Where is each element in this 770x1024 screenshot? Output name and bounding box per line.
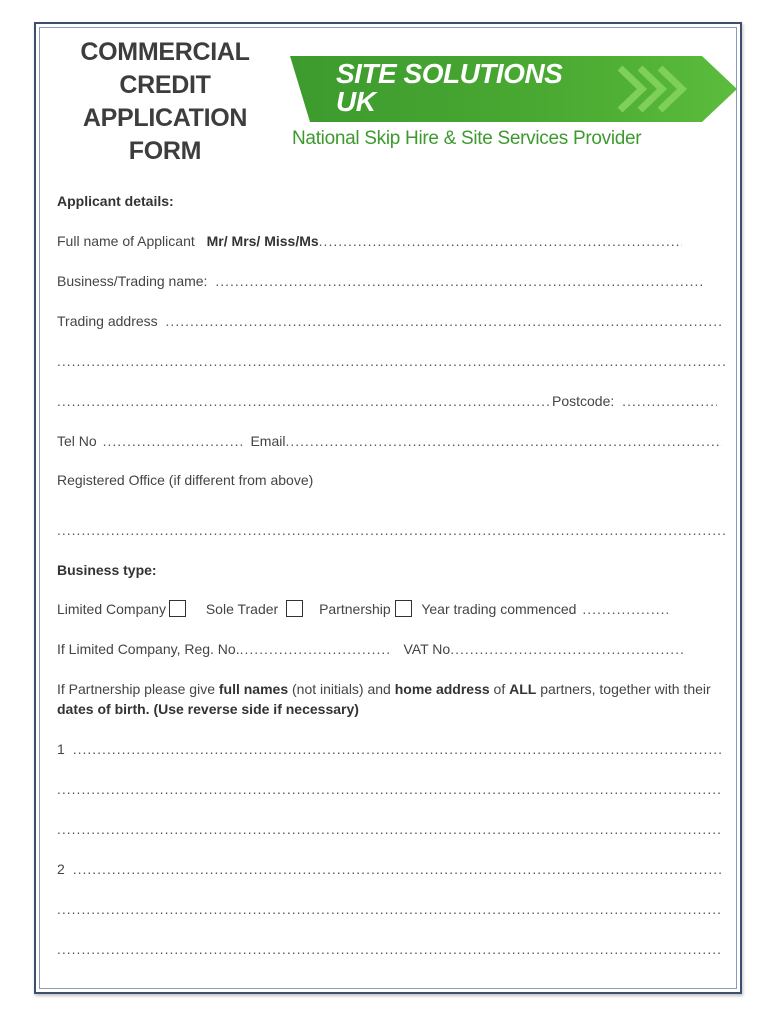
business-name-label: Business/Trading name: bbox=[57, 273, 208, 289]
address-line-2-field[interactable] bbox=[57, 352, 727, 370]
partner-number: 1 bbox=[57, 741, 65, 757]
registration-row bbox=[57, 640, 685, 658]
partner-1-field[interactable] bbox=[73, 740, 721, 758]
email-label: Email bbox=[250, 433, 286, 449]
postcode-label: Postcode: bbox=[552, 393, 615, 409]
option-partnership-label: Partnership bbox=[319, 601, 391, 617]
partner-2-line-3-field[interactable] bbox=[57, 940, 722, 958]
form-title bbox=[60, 36, 270, 168]
partner-1-line-2-field[interactable] bbox=[57, 780, 722, 798]
trading-address-field[interactable] bbox=[166, 312, 721, 330]
partnership-text: If Partnership please give bbox=[57, 681, 219, 697]
limited-company-checkbox[interactable] bbox=[169, 600, 186, 617]
full-name-label: Full name of Applicant bbox=[57, 233, 195, 249]
registered-office-label: Registered Office (if different from above) bbox=[57, 472, 314, 488]
logo-brand-line: UK bbox=[336, 86, 376, 117]
partner-2-line-2 bbox=[57, 900, 722, 918]
logo-brand-name bbox=[336, 60, 562, 116]
registered-office-field[interactable] bbox=[57, 521, 727, 539]
title-options: Mr/ Mrs/ Miss/Ms bbox=[206, 233, 319, 249]
partner-1-row bbox=[57, 740, 721, 758]
postcode-field[interactable] bbox=[622, 392, 717, 410]
partnership-instructions bbox=[57, 679, 727, 719]
applicant-details-heading: Applicant details: bbox=[57, 193, 174, 209]
partner-2-line-2-field[interactable] bbox=[57, 900, 722, 918]
reg-no-field[interactable] bbox=[240, 640, 392, 658]
partner-1-line-3 bbox=[57, 820, 722, 838]
partnership-text: partners, together with their bbox=[536, 681, 711, 697]
trading-address-row bbox=[57, 312, 721, 330]
partnership-emphasis: full names bbox=[218, 681, 289, 697]
registered-office-row bbox=[57, 521, 727, 539]
partnership-emphasis: home address bbox=[394, 681, 490, 697]
vat-field[interactable] bbox=[450, 640, 685, 658]
full-name-field[interactable] bbox=[319, 232, 682, 250]
partnership-checkbox[interactable] bbox=[395, 600, 412, 617]
partner-2-line-3 bbox=[57, 940, 722, 958]
trading-address-label: Trading address bbox=[57, 313, 158, 329]
email-field[interactable] bbox=[285, 432, 722, 450]
business-type-row bbox=[57, 600, 668, 618]
partnership-text: (not initials) and bbox=[288, 681, 395, 697]
reg-no-label: If Limited Company, Reg. No. bbox=[57, 641, 240, 657]
business-type-heading: Business type: bbox=[57, 562, 157, 578]
business-name-field[interactable] bbox=[215, 272, 705, 290]
sole-trader-checkbox[interactable] bbox=[286, 600, 303, 617]
page-border-inner bbox=[39, 27, 737, 989]
partner-1-line-3-field[interactable] bbox=[57, 820, 722, 838]
form-title-line: FORM bbox=[128, 137, 202, 165]
company-logo bbox=[290, 54, 740, 154]
partner-2-row bbox=[57, 860, 721, 878]
partner-2-field[interactable] bbox=[73, 860, 721, 878]
full-name-row bbox=[57, 232, 682, 250]
partnership-text: of bbox=[489, 681, 510, 697]
option-limited-company-label: Limited Company bbox=[57, 601, 166, 617]
partner-number: 2 bbox=[57, 861, 65, 877]
tel-field[interactable] bbox=[103, 432, 243, 450]
address-line-3 bbox=[57, 392, 717, 410]
logo-tagline: National Skip Hire & Site Services Provider bbox=[292, 128, 642, 149]
form-title-line: CREDIT bbox=[119, 71, 211, 99]
form-title-line: APPLICATION bbox=[82, 104, 248, 132]
tel-label: Tel No bbox=[57, 433, 97, 449]
partnership-emphasis: dates of birth. (Use reverse side if necessary) bbox=[57, 701, 359, 717]
business-name-row bbox=[57, 272, 705, 290]
contact-row bbox=[57, 432, 722, 450]
address-line-3-field[interactable] bbox=[57, 392, 552, 410]
vat-label: VAT No bbox=[403, 641, 451, 657]
year-trading-field[interactable] bbox=[582, 600, 668, 618]
logo-brand-line: SITE SOLUTIONS bbox=[336, 58, 563, 89]
year-trading-label: Year trading commenced bbox=[421, 601, 577, 617]
address-line-2 bbox=[57, 352, 727, 370]
partnership-emphasis: ALL bbox=[509, 681, 537, 697]
option-sole-trader-label: Sole Trader bbox=[205, 601, 279, 617]
form-title-line: COMMERCIAL bbox=[80, 38, 250, 66]
partner-1-line-2 bbox=[57, 780, 722, 798]
